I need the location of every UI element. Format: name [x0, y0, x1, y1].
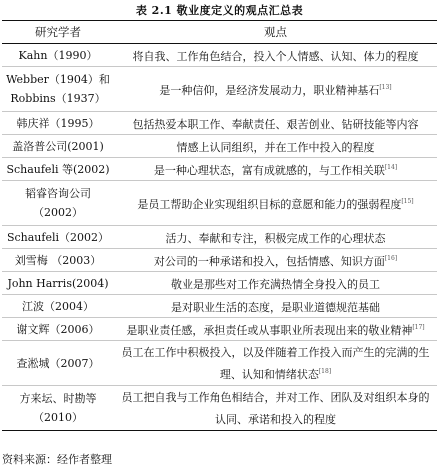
table-caption: 表 2.1 敬业度定义的观点汇总表	[135, 4, 304, 17]
cell-author: 盖洛普公司(2001)	[2, 135, 114, 158]
cell-view: 是一种心理状态，富有成就感的，与工作相关联[14]	[114, 158, 437, 181]
table-row	[2, 135, 437, 158]
cell-view: 包括热爱本职工作、奉献责任、艰苦创业、钻研技能等内容	[114, 112, 437, 135]
cell-view: 活力、奉献和专注，积极完成工作的心理状态	[114, 226, 437, 249]
source-note: 资料来源：经作者整理	[2, 453, 112, 466]
cell-author: 韩庆祥（1995）	[2, 112, 114, 135]
cell-view: 敬业是那些对工作充满热情全身投入的员工	[114, 272, 437, 295]
header-viewpoint: 观点	[114, 21, 437, 44]
table-row	[2, 341, 437, 386]
table-row	[2, 181, 437, 226]
cell-author: Webber（1904）和 Robbins（1937）	[2, 67, 114, 112]
cell-author: 韬睿咨询公司（2002）	[2, 181, 114, 226]
cell-view: 对公司的一种承诺和投入，包括情感、知识方面[16]	[114, 249, 437, 272]
cell-author: 方来坛、时勘等（2010）	[2, 386, 114, 431]
cell-view: 将自我、工作角色结合，投入个人情感、认知、体力的程度	[114, 44, 437, 67]
cell-view: 是对职业生活的态度，是职业道德规范基础	[114, 295, 437, 318]
header-researcher: 研究学者	[2, 21, 114, 44]
cell-author: Schaufeli（2002）	[2, 226, 114, 249]
table-row	[2, 226, 437, 249]
table-row	[2, 112, 437, 135]
cell-author: John Harris(2004)	[2, 272, 114, 295]
table-row	[2, 295, 437, 318]
cell-author: 江波（2004）	[2, 295, 114, 318]
table-row	[2, 386, 437, 431]
table-row	[2, 249, 437, 272]
cell-author: 谢文辉（2006）	[2, 318, 114, 341]
cell-author: Schaufeli 等(2002)	[2, 158, 114, 181]
cell-author: 刘雪梅 （2003）	[2, 249, 114, 272]
cell-author: 查淞城（2007）	[2, 341, 114, 386]
cell-view: 情感上认同组织，并在工作中投入的程度	[114, 135, 437, 158]
cell-author: Kahn（1990）	[2, 44, 114, 67]
cell-view: 员工在工作中积极投入，以及伴随着工作投入而产生的完满的生理、认知和情绪状态[18]	[114, 341, 437, 386]
cell-view: 是职业责任感，承担责任或从事职业所表现出来的敬业精神[17]	[114, 318, 437, 341]
table-row	[2, 272, 437, 295]
table-header-row	[2, 21, 437, 44]
definition-summary-table	[2, 20, 437, 431]
table-row	[2, 67, 437, 112]
table-row	[2, 158, 437, 181]
cell-view: 是一种信仰，是经济发展动力，职业精神基石[13]	[114, 67, 437, 112]
cell-view: 是员工帮助企业实现组织目标的意愿和能力的强弱程度[15]	[114, 181, 437, 226]
table-row	[2, 318, 437, 341]
cell-view: 员工把自我与工作角色相结合，并对工作、团队及对组织本身的认同、承诺和投入的程度	[114, 386, 437, 431]
table-row	[2, 44, 437, 67]
